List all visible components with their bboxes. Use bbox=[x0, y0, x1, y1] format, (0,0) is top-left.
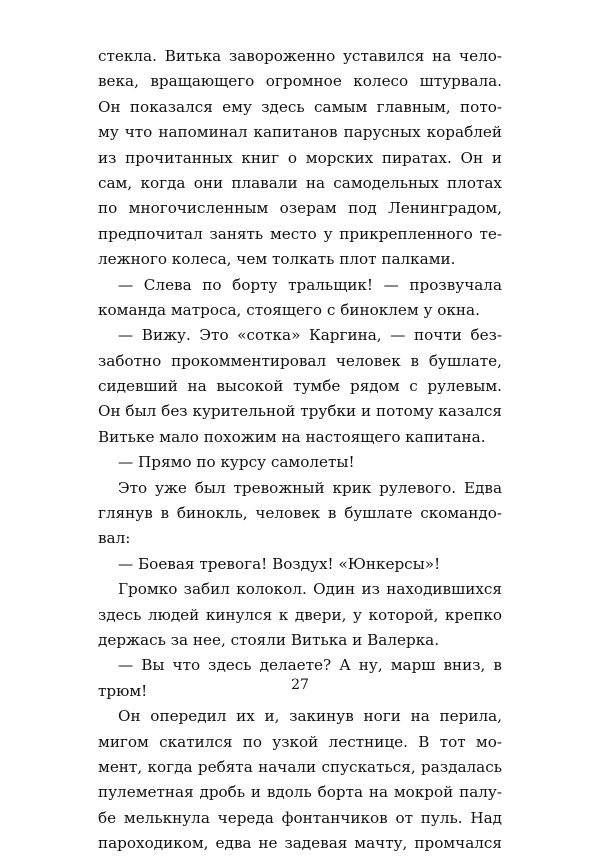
text-line: Витьке мало похожим на настоящего капитана. bbox=[98, 427, 486, 446]
text-line: пароходиком, едва не задевая мачту, промчался bbox=[98, 834, 502, 853]
text-line: мент, когда ребята начали спускаться, раздалась bbox=[98, 757, 502, 776]
text-line: Он был без курительной трубки и потому казался bbox=[98, 402, 502, 421]
text-line: глянув в бинокль, человек в бушлате скомандо- bbox=[98, 504, 502, 523]
text-line: команда матроса, стоящего с биноклем у окна. bbox=[98, 300, 480, 319]
text-line: заботно прокомментировал человек в бушлате, bbox=[98, 351, 502, 370]
text-line: — Слева по борту тральщик! — прозвучала bbox=[118, 275, 502, 294]
page-number: 27 bbox=[291, 677, 309, 693]
text-line: стекла. Витька завороженно уставился на чело- bbox=[98, 47, 502, 65]
text-line: трюм! bbox=[98, 681, 148, 700]
text-line: предпочитал занять место у прикрепленного те- bbox=[98, 224, 502, 243]
text-line: вал: bbox=[98, 529, 131, 548]
text-line: пулеметная дробь и вдоль борта на мокрой палу- bbox=[98, 783, 502, 802]
text-line: из прочитанных книг о морских пиратах. Он и bbox=[98, 148, 502, 167]
text-line: века, вращающего огромное колесо штурвала. bbox=[98, 72, 502, 91]
text-line: мигом скатился по узкой лестнице. В тот мо- bbox=[98, 732, 502, 751]
text-line: держась за нее, стояли Витька и Валерка. bbox=[98, 630, 440, 649]
text-line: сам, когда они плавали на самодельных плотах bbox=[98, 173, 502, 192]
text-line: сидевший на высокой тумбе рядом с рулевым. bbox=[98, 377, 502, 396]
text-line: здесь людей кинулся к двери, у которой, крепко bbox=[98, 605, 502, 624]
text-line: лежного колеса, чем толкать плот палками. bbox=[98, 250, 456, 269]
text-line: бе мелькнула череда фонтанчиков от пуль. Над bbox=[98, 808, 502, 827]
text-line: — Вы что здесь делаете? А ну, марш вниз, в bbox=[118, 656, 502, 675]
text-line: Он опередил их и, закинув ноги на перила, bbox=[118, 707, 502, 726]
text-line: Это уже был тревожный крик рулевого. Едва bbox=[118, 478, 502, 497]
text-line: Громко забил колокол. Один из находившихся bbox=[118, 580, 502, 599]
text-line: Он показался ему здесь самым главным, пото- bbox=[98, 97, 502, 116]
text-line: по многочисленным озерам под Ленинградом, bbox=[98, 199, 502, 218]
text-line: — Боевая тревога! Воздух! «Юнкерсы»! bbox=[118, 554, 441, 573]
text-line: — Прямо по курсу самолеты! bbox=[118, 453, 355, 472]
text-line: — Вижу. Это «сотка» Каргина, — почти без- bbox=[118, 326, 502, 345]
text-line: му что напоминал капитанов парусных кораблей bbox=[98, 123, 502, 142]
body-text bbox=[98, 44, 502, 857]
